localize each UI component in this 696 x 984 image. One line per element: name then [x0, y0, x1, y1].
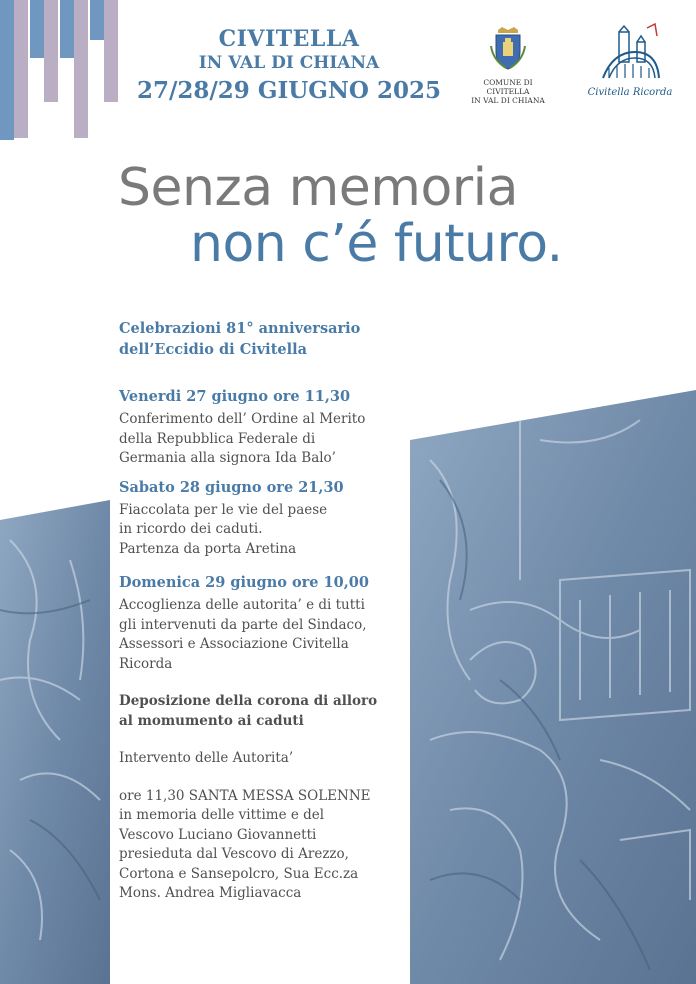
event-line: Conferimento dell’ Ordine al Merito	[119, 411, 366, 427]
event-line: Partenza da porta Aretina	[119, 540, 297, 557]
town-name: CIVITELLA	[218, 26, 360, 52]
event-heading: Venerdi 27 giugno ore 11,30	[119, 388, 351, 405]
civitella-ricorda-logo	[580, 22, 680, 98]
event-sunday	[119, 573, 409, 904]
comune-caption-line2: IN VAL DI CHIANA	[471, 96, 545, 105]
event-line: in ricordo dei caduti.	[119, 521, 263, 537]
event-line: al momumento ai caduti	[119, 712, 304, 729]
event-line: Ricorda	[119, 655, 173, 672]
event-line: ore 11,30 SANTA MESSA SOLENNE	[119, 787, 371, 804]
title-line1: Senza memoria	[118, 158, 518, 218]
event-line: Assessori e Associazione Civitella	[119, 636, 349, 652]
title-line2: non c’é futuro.	[190, 214, 563, 274]
event-heading: Sabato 28 giugno ore 21,30	[119, 478, 344, 496]
event-line: Deposizione della corona di alloro	[119, 693, 378, 709]
event-line: Fiaccolata per le vie del paese	[119, 501, 328, 518]
intro-line: dell’Eccidio di Civitella	[119, 341, 308, 358]
event-line: Germania alla signora Ida Balo’	[119, 450, 336, 466]
event-heading: Domenica 29 giugno ore 10,00	[119, 574, 369, 591]
event-line: gli intervenuti da parte del Sindaco,	[119, 616, 367, 633]
event-line: presieduta dal Vescovo di Arezzo,	[119, 846, 349, 862]
tower-church-icon	[595, 22, 665, 82]
event-friday	[119, 387, 409, 469]
intro-line: Celebrazioni 81° anniversario	[119, 320, 361, 337]
decorative-stripes	[0, 0, 120, 140]
mass-text	[119, 787, 409, 904]
event-line: della Repubblica Federale di	[119, 430, 316, 447]
event-header	[126, 26, 452, 106]
celebration-intro	[119, 318, 409, 360]
ricorda-caption: Civitella Ricorda	[587, 87, 673, 98]
deposition-text	[119, 692, 409, 731]
intervention-text: Intervento delle Autorita’	[119, 750, 294, 766]
coat-of-arms-icon	[488, 26, 528, 70]
comune-caption-line1: COMUNE DI CIVITELLA	[483, 78, 533, 96]
event-saturday	[119, 478, 409, 560]
town-subtitle: IN VAL DI CHIANA	[198, 53, 380, 73]
event-line: Mons. Andrea Migliavacca	[119, 885, 302, 901]
event-line: in memoria delle vittime e del	[119, 807, 325, 823]
comune-logo	[462, 26, 554, 105]
event-dates: 27/28/29 GIUGNO 2025	[136, 77, 441, 104]
program-content	[119, 318, 409, 904]
event-line: Accoglienza delle autorita’ e di tutti	[119, 597, 365, 613]
event-line: Cortona e Sansepolcro, Sua Ecc.za	[119, 865, 359, 882]
event-line: Vescovo Luciano Giovannetti	[119, 826, 317, 843]
